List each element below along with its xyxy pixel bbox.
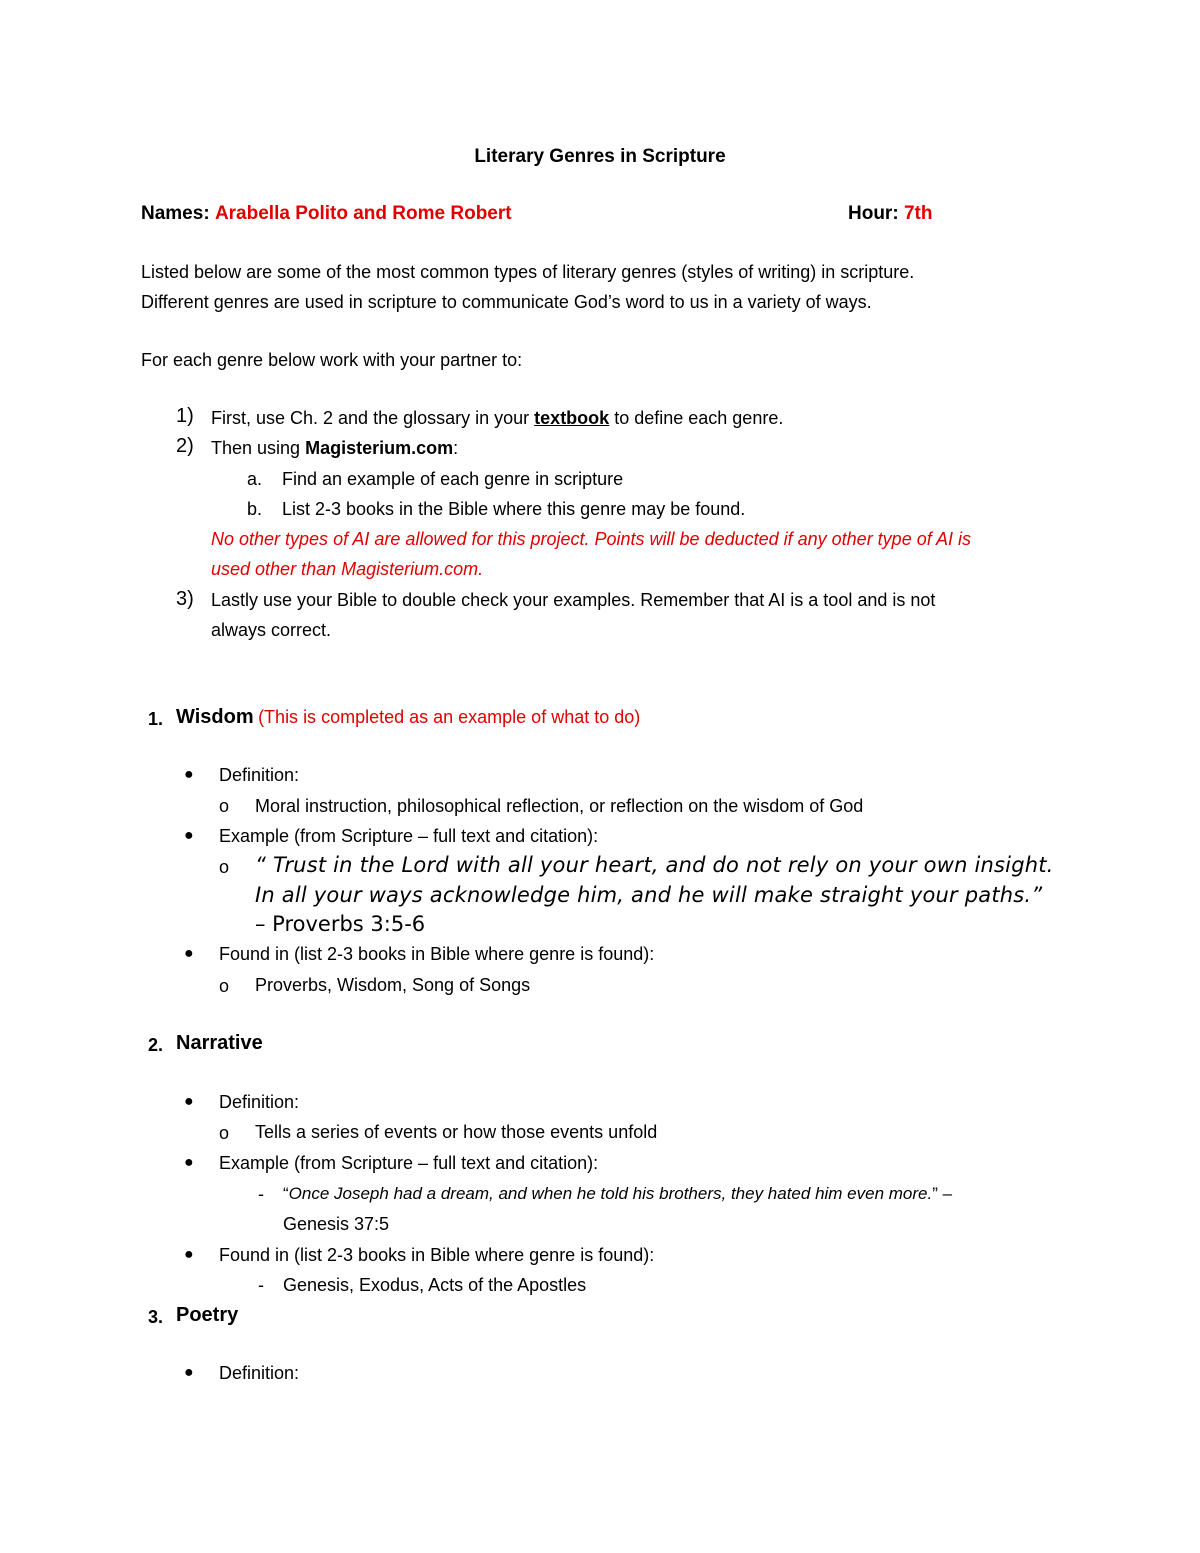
magisterium-word: Magisterium.com: [305, 438, 454, 458]
hour-label: Hour:: [848, 203, 899, 224]
bullet-icon: ●: [184, 1364, 194, 1381]
wisdom-definition-text: Moral instruction, philosophical reflection, or reflection on the wisdom of God: [255, 796, 864, 816]
names-label: Names:: [141, 203, 210, 224]
narrative-found-text: Genesis, Exodus, Acts of the Apostles: [283, 1275, 587, 1295]
wisdom-example-line-1: “ Trust in the Lord with all your heart, and do not rely on your own insight.: [255, 853, 1054, 877]
circle-bullet-icon: o: [219, 857, 230, 877]
circle-bullet-icon: o: [219, 796, 230, 816]
section-1-number: 1.: [148, 709, 164, 729]
section-3-number: 3.: [148, 1307, 164, 1327]
section-1-title: Wisdom: [176, 706, 254, 728]
ai-warning-line-1: No other types of AI are allowed for this project. Points will be deducted if any other type of AI is: [211, 529, 972, 549]
poetry-definition-label: Definition:: [219, 1363, 300, 1383]
bullet-icon: ●: [184, 1093, 194, 1110]
section-1-note: (This is completed as an example of what to do): [258, 707, 641, 727]
step-3-line-2: always correct.: [211, 620, 332, 640]
circle-bullet-icon: o: [219, 1123, 230, 1143]
narrative-example-label: Example (from Scripture – full text and citation):: [219, 1153, 599, 1173]
bullet-icon: ●: [184, 945, 194, 962]
sub-b-mark: b.: [247, 499, 263, 519]
section-3-title: Poetry: [176, 1304, 239, 1326]
circle-bullet-icon: o: [219, 976, 230, 996]
dash-marker: -: [258, 1184, 264, 1204]
sub-a-text: Find an example of each genre in scripture: [282, 469, 624, 489]
section-2-number: 2.: [148, 1035, 164, 1055]
narrative-found-label: Found in (list 2-3 books in Bible where genre is found):: [219, 1245, 655, 1265]
hour-value: 7th: [903, 203, 933, 224]
instructions-lead: For each genre below work with your partner to:: [141, 350, 523, 370]
dash-marker: -: [258, 1275, 264, 1295]
wisdom-example-line-2: In all your ways acknowledge him, and he will make straight your paths.”: [255, 883, 1043, 907]
wisdom-definition-label: Definition:: [219, 765, 300, 785]
section-2-title: Narrative: [176, 1032, 263, 1054]
bullet-icon: ●: [184, 827, 194, 844]
step-3-line-1: Lastly use your Bible to double check your examples. Remember that AI is a tool and is not: [211, 590, 936, 610]
bullet-icon: ●: [184, 1154, 194, 1171]
step-2-text: Then using Magisterium.com:: [211, 438, 459, 458]
narrative-example-text: “Once Joseph had a dream, and when he told his brothers, they hated him even more.” –: [283, 1184, 953, 1203]
narrative-definition-text: Tells a series of events or how those events unfold: [255, 1122, 658, 1142]
wisdom-found-label: Found in (list 2-3 books in Bible where genre is found):: [219, 944, 655, 964]
sub-b-text: List 2-3 books in the Bible where this genre may be found.: [282, 499, 746, 519]
wisdom-example-label: Example (from Scripture – full text and citation):: [219, 826, 599, 846]
narrative-definition-label: Definition:: [219, 1092, 300, 1112]
narrative-example-citation: Genesis 37:5: [283, 1214, 390, 1234]
step-1-number: 1): [176, 405, 194, 427]
intro-line-1: Listed below are some of the most common types of literary genres (styles of writing) in scripture.: [141, 262, 915, 282]
bullet-icon: ●: [184, 766, 194, 783]
names-value: Arabella Polito and Rome Robert: [214, 203, 512, 224]
textbook-word: textbook: [534, 408, 610, 428]
wisdom-example-citation: – Proverbs 3:5-6: [255, 912, 426, 936]
step-1-text: First, use Ch. 2 and the glossary in your textbook to define each genre.: [211, 408, 784, 428]
intro-line-2: Different genres are used in scripture to communicate God’s word to us in a variety of ways.: [141, 292, 872, 312]
bullet-icon: ●: [184, 1246, 194, 1263]
wisdom-found-text: Proverbs, Wisdom, Song of Songs: [255, 975, 531, 995]
step-2-number: 2): [176, 435, 194, 457]
step-3-number: 3): [176, 588, 194, 610]
hour-row: [848, 203, 932, 225]
names-row: [141, 203, 512, 225]
page-title: Literary Genres in Scripture: [474, 146, 726, 167]
sub-a-mark: a.: [247, 469, 263, 489]
section-1-heading: [176, 706, 640, 729]
ai-warning-line-2: used other than Magisterium.com.: [211, 559, 484, 579]
